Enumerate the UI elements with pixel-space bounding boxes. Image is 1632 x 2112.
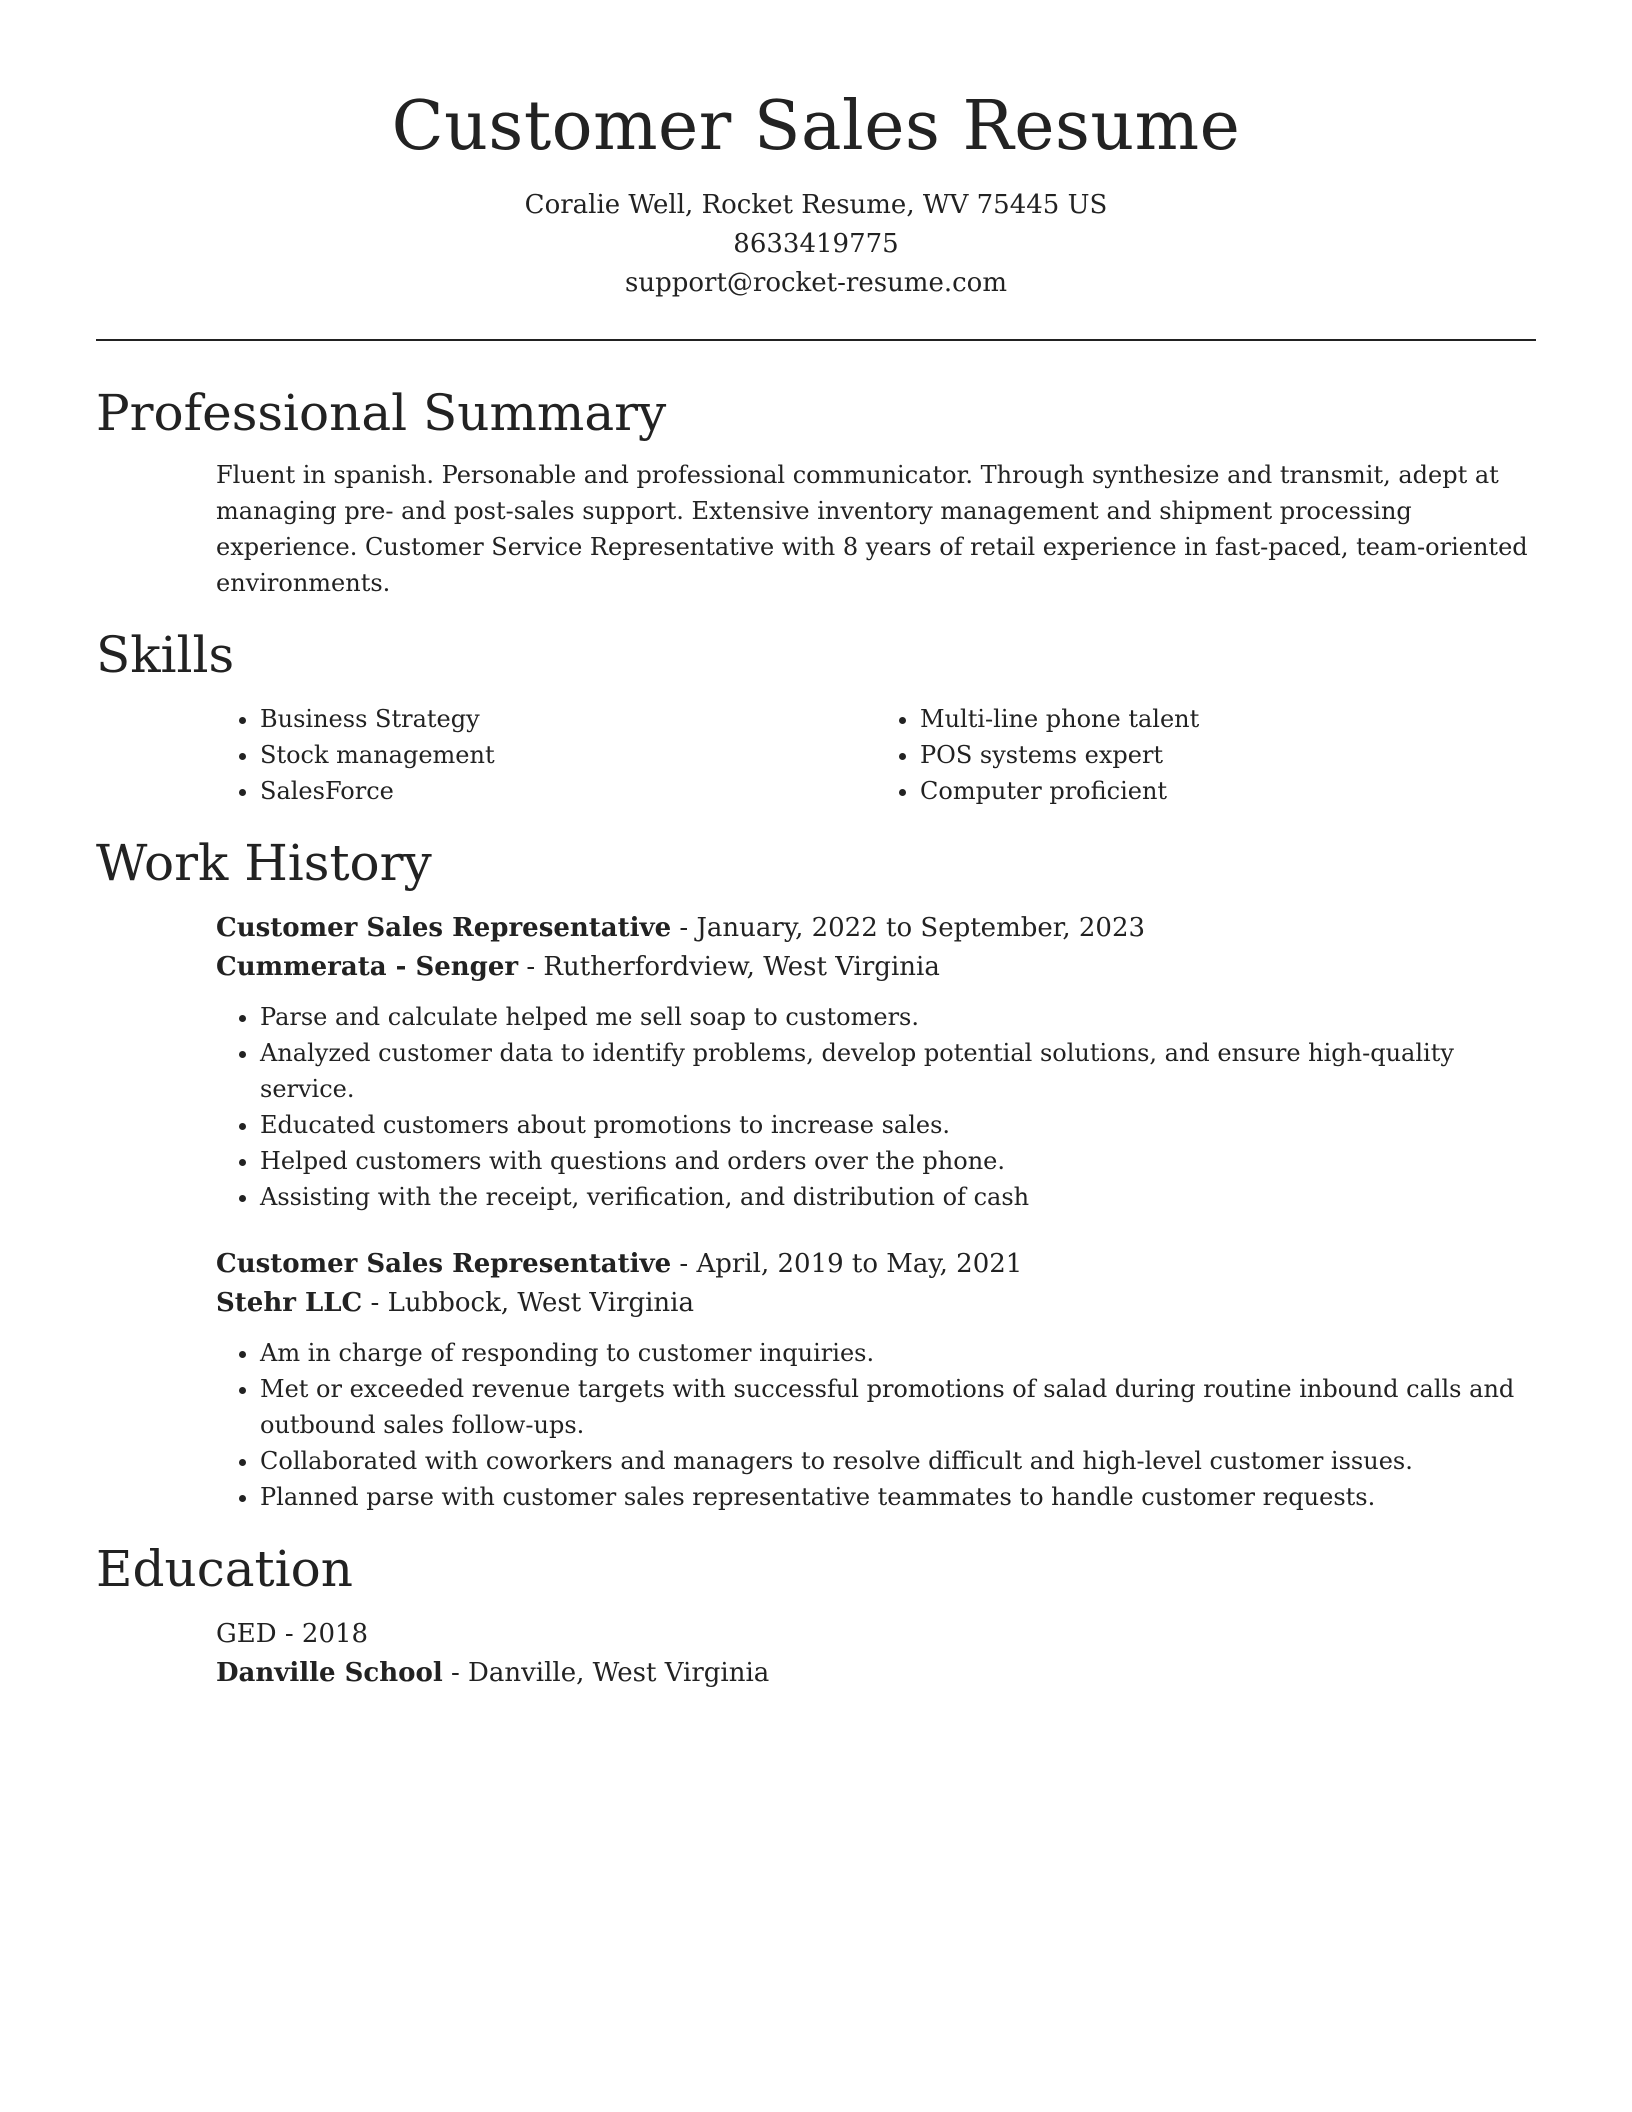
resume-title: Customer Sales Resume: [391, 87, 1241, 166]
education-location: - Danville, West Virginia: [442, 1658, 770, 1688]
job-duty: • Educated customers about promotions to increase sales.: [260, 1107, 1536, 1143]
job-entry: [216, 1245, 1536, 1515]
skill-item: • Multi-line phone talent: [920, 701, 1536, 737]
summary-section: [96, 381, 1536, 601]
job-duty: • Analyzed customer data to identify problems, develop potential solutions, and ensure high-quality service.: [260, 1035, 1536, 1107]
job-role: Customer Sales Representative: [216, 1249, 672, 1279]
education-school-line: [216, 1654, 1536, 1693]
job-company-line: [216, 1284, 1536, 1323]
job-company: Stehr LLC: [216, 1288, 363, 1318]
skill-item: • SalesForce: [260, 773, 876, 809]
education-section: [96, 1537, 1536, 1693]
job-duty: • Planned parse with customer sales representative teammates to handle customer requests.: [260, 1479, 1536, 1515]
skills-list: [216, 701, 1536, 809]
education-degree-line: [216, 1615, 1536, 1654]
job-duty: • Helped customers with questions and orders over the phone.: [260, 1143, 1536, 1179]
contact-info: [96, 186, 1536, 303]
job-title-line: [216, 1245, 1536, 1284]
work-history-section: [96, 831, 1536, 1515]
job-duty: • Met or exceeded revenue targets with successful promotions of salad during routine inbound calls and outbound sales follow-ups.: [260, 1371, 1536, 1443]
skill-item: • Stock management: [260, 737, 876, 773]
education-heading: Education: [96, 1540, 353, 1598]
skills-heading: Skills: [96, 626, 235, 684]
job-duties-list: [216, 1335, 1536, 1515]
skill-item: • Business Strategy: [260, 701, 876, 737]
job-duty: • Assisting with the receipt, verification, and distribution of cash: [260, 1179, 1536, 1215]
job-duty: • Am in charge of responding to customer inquiries.: [260, 1335, 1536, 1371]
skill-item: • Computer proficient: [920, 773, 1536, 809]
contact-phone: 8633419775: [733, 229, 899, 259]
resume-header: [96, 0, 1536, 303]
job-location: - Lubbock, West Virginia: [362, 1288, 694, 1318]
job-dates: - April, 2019 to May, 2021: [671, 1249, 1023, 1279]
job-role: Customer Sales Representative: [216, 913, 672, 943]
job-duties-list: [216, 999, 1536, 1215]
education-school: Danville School: [216, 1658, 443, 1688]
job-title-line: [216, 909, 1536, 948]
summary-heading: Professional Summary: [96, 384, 667, 442]
work-history-heading: Work History: [96, 834, 432, 892]
job-entry: [216, 909, 1536, 1215]
job-location: - Rutherfordview, West Virginia: [518, 952, 940, 982]
resume-page: [96, 0, 1536, 1693]
job-dates: - January, 2022 to September, 2023: [671, 913, 1146, 943]
skills-column-right: [876, 701, 1536, 809]
job-duty: • Collaborated with coworkers and managers to resolve difficult and high-level customer issues.: [260, 1443, 1536, 1479]
header-divider: [96, 339, 1536, 341]
job-company-line: [216, 948, 1536, 987]
education-entry: [216, 1615, 1536, 1693]
job-company: Cummerata - Senger: [216, 952, 519, 982]
skill-item: • POS systems expert: [920, 737, 1536, 773]
education-degree: GED: [216, 1619, 277, 1649]
summary-text: Fluent in spanish. Personable and professional communicator. Through synthesize and transmit, adept at managing pre- and post-sales support. Extensive inventory management and shipment processing experience. Customer Service Representative with 8 years of retail experience in fast-paced, team-oriented environments.: [216, 461, 1528, 597]
contact-address: Coralie Well, Rocket Resume, WV 75445 US: [524, 190, 1108, 220]
contact-email: support@rocket-resume.com: [624, 268, 1007, 298]
job-duty: • Parse and calculate helped me sell soap to customers.: [260, 999, 1536, 1035]
skills-section: [96, 623, 1536, 809]
education-year: - 2018: [276, 1619, 369, 1649]
skills-column-left: [216, 701, 876, 809]
